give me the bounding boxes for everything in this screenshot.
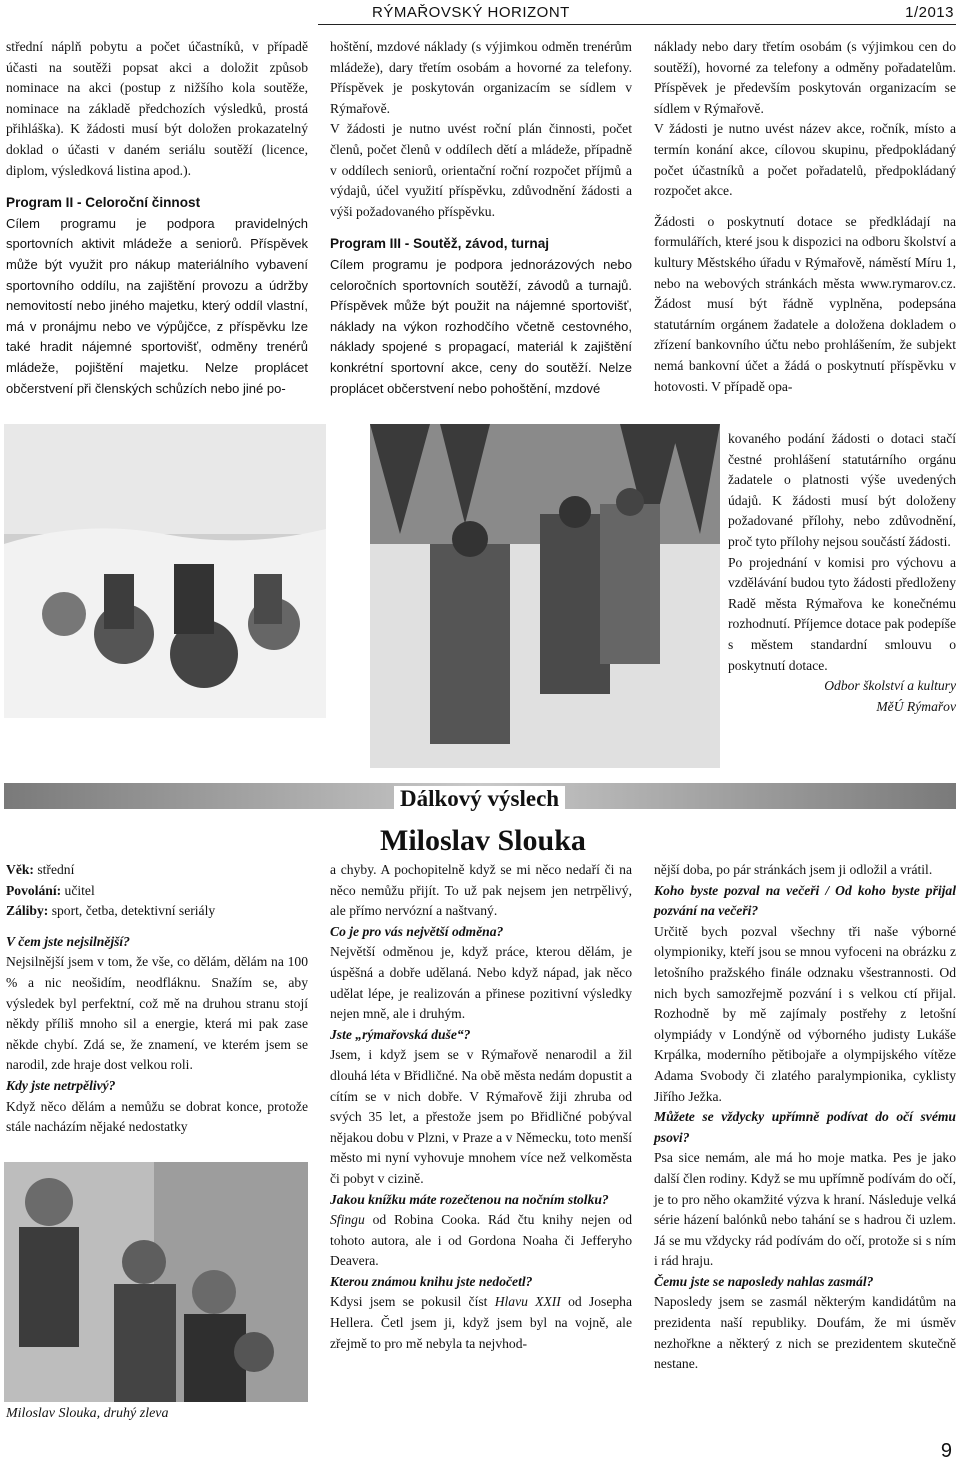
- answer: Psa sice nemám, ale má ho moje matka. Pes je jako další člen rodiny. Když se mu upřímně podívám do očí, je to pro něho okamžité výzva k hraní. Následuje velká série házení balónků nebo tahání se s hadrou či uzlem. Já se mu vždycky rád podívám do očí, protože si s ním i rád hraju.: [654, 1150, 956, 1269]
- paragraph: Cílem programu je podpora pravidelných sportovních aktivit mládeže a seniorů. Příspěvek může být využit pro nákup materiálního vybavení sportovního oddílu, na zajištění provozu a údržby nemovitostí nebo jiného majetku, který oddíl vlastní, má v pronájmu nebo ve výpůjčce, z příspěvku lze také hradit nájemné sportovišť, odměny trenérů mládeže, pojištění majetku. Nelze proplácet občerstvení při členských schůzích nebo jiné po-: [6, 215, 308, 396]
- answer-text: od Robina Cooka. Rád čtu knihy nejen od tohoto autora, ale i od Gordona Noaha či Jefferyho Deavera.: [330, 1212, 632, 1269]
- answer: Jsem, i když jsem se v Rýmařově nenarodil a žil dlouhá léta v Břidličné. Na obě města nedám dopustit a cítím se v nich dobře. V Rýmařově žiji zhruba od svých 35 let, a přestože jsem po Břidličné pobýval nějakou dobu v Plzni, v Praze a v Německu, toto menší město mi nyní vyhovuje mnohem více než velkoměsta či pobyt v cizině.: [330, 1047, 632, 1186]
- photo-caption: Miloslav Slouka, druhý zleva: [6, 1406, 169, 1421]
- paragraph: Žádosti o poskytnutí dotace se předkládají na formulářích, které jsou k dispozici na odboru školství a kultury Městského úřadu v Rýmařově, náměstí Míru 1, nebo na webových stránkách města www.rymarov.cz. Žádost musí být řádně vyplněna, podepsána statutárním orgánem žadatele a doložena dokladem o zřízení bankovního účtu nebo prohlášením, že subjekt nemá bankovní účet a žádá o poskytnutí příspěvku v hotovosti. V případě opa-: [654, 213, 956, 394]
- question: Koho byste pozval na večeři / Od koho byste přijal pozvání na večeři?: [654, 882, 956, 919]
- profile-hobby: [6, 901, 308, 922]
- answer: nější doba, po pár stránkách jsem ji odložil a vrátil.: [654, 862, 933, 877]
- question: Kterou známou knihu jste nedočetl?: [330, 1273, 533, 1289]
- paragraph: Po projednání v komisi pro výchovu a vzdělávání budou tyto žádosti předloženy Radě města Rýmařova ke konečnému rozhodnutí. Příjemce dotace pak podepíše s městem standardní smlouvu o poskytnutí dotace.: [728, 554, 956, 673]
- interview-column-2: [330, 860, 632, 1354]
- section-heading: Program III - Soutěž, závod, turnaj: [330, 236, 550, 252]
- paragraph: Cílem programu je podpora jednorázových nebo celoročních sportovních soutěží, závodů a turnajů. Příspěvek může být použit na nájemné sportovišť, náklady na výkon rozhodčího včetně cestovného, náklady spojené s propagací, materiál k zajištění konkrétní sportovní akce, ceny do soutěží. Nelze proplácet občerstvení nebo pohoštění, mzdové: [330, 256, 632, 396]
- profile-age: [6, 860, 308, 881]
- skiers-photo: [370, 424, 720, 768]
- paragraph: náklady nebo dary třetím osobám (s výjimkou cen do soutěží), hovorné za telefony a odměny pořadatelům. Příspěvek je především poskytován organizacím se sídlem v Rýmařově.: [654, 39, 956, 116]
- profile-value: střední: [33, 862, 75, 877]
- profile-label: Věk:: [6, 862, 34, 877]
- paragraph: V žádosti je nutno uvést roční plán činnosti, počet členů, počet členů v oddílech dětí a mládeže, případně v oddílech seniorů, orientační roční rozpočet příjmů a výdajů, účel využití příspěvku, zdůvodnění žádosti a výši požadovaného příspěvku.: [330, 121, 632, 219]
- answer: Určitě bych pozval všechny tři naše výborné olympioniky, kteří jsou se mnou vyfoceni na obrázku z letošního pražského finále odznaku všestrannosti. Od nich bych samozřejmě pozvání i s velkou ctí přijal. Rozhodně by mě zajímaly postřehy z letošní olympiády v Londýně od výborného judisty Lukáše Krpálka, moderního pětibojaře a olympijského vítěze Adama Svobody či zlatého paralympionika, cyklisty Jiřího Ježka.: [654, 923, 956, 1104]
- section-heading: Program II - Celoroční činnost: [6, 195, 201, 211]
- book-title: Sfingu: [330, 1212, 365, 1228]
- question: Čemu jste se naposledy nahlas zasmál?: [654, 1273, 874, 1289]
- group-photo: [4, 1162, 308, 1402]
- paragraph: střední náplň pobytu a počet účastníků, v případě účasti na soutěži popsat akci a doložit způsob nominace na akci (postup z nižšího kola soutěže, nominace na základě předchozích výsledků, prostá přihláška). K žádosti musí být doložen prokazatelný doklad o účasti v daném seriálu soutěží (licence, diplom, výsledková listina apod.).: [6, 39, 308, 178]
- answer: [330, 1292, 632, 1354]
- article-column-1: [6, 37, 308, 399]
- answer-text: Kdysi jsem se pokusil číst: [330, 1294, 495, 1310]
- skiers-image: [370, 424, 720, 768]
- article-column-3-wrap: [728, 429, 956, 717]
- interview-column-1: [6, 860, 308, 1138]
- magazine-title: RÝMAŘOVSKÝ HORIZONT: [372, 4, 570, 21]
- profile-value: sport, četba, detektivní seriály: [48, 903, 216, 919]
- profile-value: učitel: [61, 882, 95, 898]
- profile-label: Záliby:: [6, 903, 49, 919]
- motocross-image: [4, 424, 326, 718]
- question: Můžete se vždycky upřímně podívat do očí svému psovi?: [654, 1109, 956, 1145]
- answer: Nejsilnější jsem v tom, že vše, co dělám, dělám na 100 % a nic neošidím, neodfláknu. Snažím se, aby výsledek byl perfektní, což mě na druhou stranu stojí někdy příliš mnoho sil a energie, která mi pak zase někde chybí. Zdá se, že znamení, ve kterém jsem se narodil, zde hraje dost velkou roli.: [6, 954, 308, 1073]
- question: V čem jste nejsilnější?: [6, 933, 130, 949]
- question: Co je pro vás největší odměna?: [330, 923, 504, 939]
- feature-name: Miloslav Slouka: [380, 824, 586, 857]
- book-title: Hlavu XXII: [494, 1294, 561, 1310]
- profile-label: Povolání:: [6, 882, 62, 898]
- group-image: [4, 1162, 308, 1402]
- paragraph: hoštění, mzdové náklady (s výjimkou odměn trenérům mládeže), dary třetím osobám a hovorné za telefony. Příspěvek je poskytován organizacím se sídlem v Rýmařově.: [330, 39, 632, 116]
- interview-column-3: [654, 860, 956, 1375]
- signature-line: Odbor školství a kultury: [824, 678, 956, 694]
- answer: Když něco dělám a nemůžu se dobrat konce, protože stále nacházím nějaké nedostatky: [6, 1098, 308, 1135]
- profile-job: [6, 881, 308, 902]
- article-column-3: [654, 37, 956, 397]
- question: Jakou knížku máte rozečtenou na nočním stolku?: [330, 1191, 609, 1207]
- answer: Největší odměnou je, když práce, kterou dělám, je úspěšná a dobře udělaná. Nebo když nápad, jak něco udělat lépe, je realizován a přinese pozitivní výsledky nejen mně, ale i druhým.: [330, 944, 632, 1022]
- motocross-photo: [4, 424, 326, 718]
- answer: Naposledy jsem se zasmál některým kandidátům na prezidenta naší republiky. Doufám, že mi úsměv nezhořkne a některý z nich se prezidentem skutečně nestane.: [654, 1294, 956, 1372]
- page-header: [318, 0, 956, 25]
- answer-text: od Josepha Hellera. Četl jsem ji, když jsem byl na vojně, ale zřejmě to pro mě nebyla ta nejvhod-: [330, 1294, 632, 1351]
- question: Jste „rýmařovská duše“?: [330, 1026, 471, 1042]
- answer: [330, 1210, 632, 1272]
- feature-title: Dálkový výslech: [394, 786, 565, 812]
- issue-number: 1/2013: [905, 4, 954, 21]
- page-number: 9: [940, 1440, 952, 1462]
- question: Kdy jste netrpělivý?: [6, 1077, 116, 1093]
- answer: a chyby. A pochopitelně když se mi něco nedaří či na něco nemůžu přijít. To už pak nejsem jen netrpělivý, ale přímo nervózní a naštvaný.: [330, 862, 632, 919]
- article-column-2: [330, 37, 632, 399]
- signature-line: MěÚ Rýmařov: [876, 698, 956, 714]
- paragraph: kovaného podání žádosti o dotaci stačí čestné prohlášení statutárního orgánu žadatele o platnosti výše uvedených údajů. K žádosti musí být doloženy požadované přílohy, nebo zdůvodnění, proč tyto přílohy nejsou součástí žádosti.: [728, 431, 956, 549]
- paragraph: V žádosti je nutno uvést název akce, ročník, místo a termín konání akce, cílovou skupinu, předpokládaný počet účastníků a počet pořadatelů, předpokládaný rozpočet akce.: [654, 121, 956, 199]
